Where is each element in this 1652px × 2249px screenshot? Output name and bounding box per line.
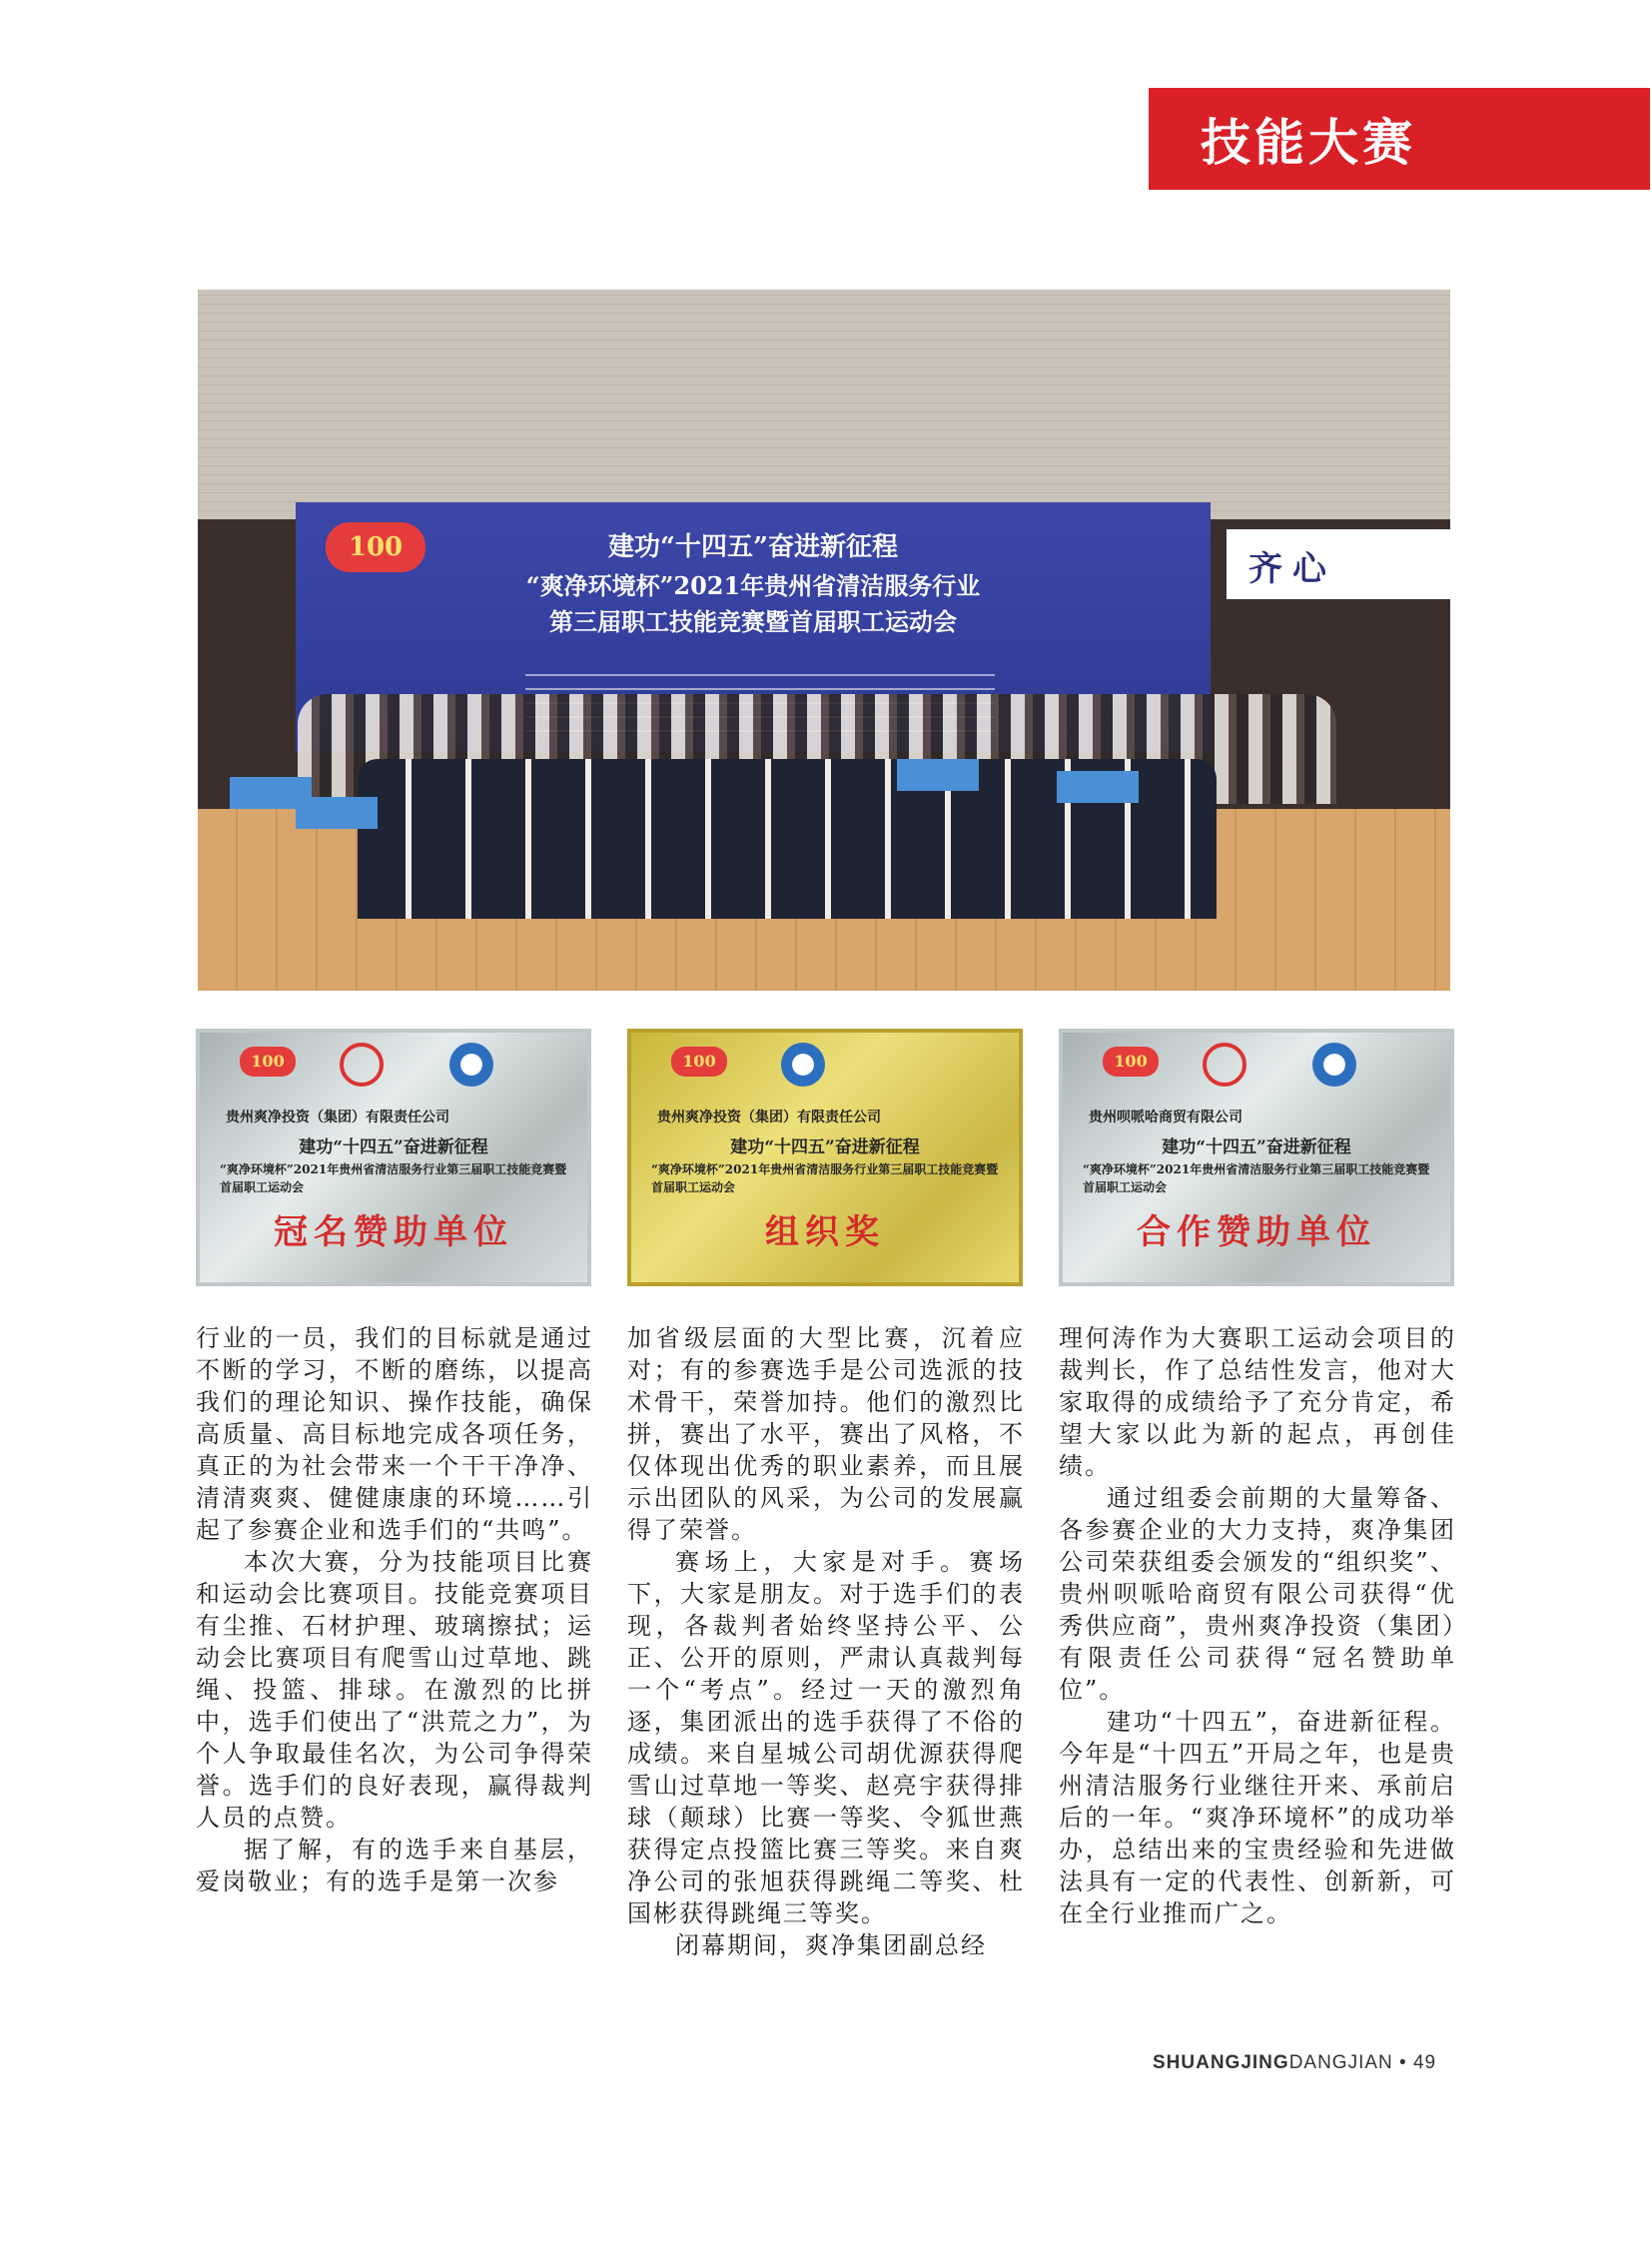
union-emblem-icon	[1203, 1043, 1246, 1087]
plaque-award: 冠名赞助单位	[274, 1212, 513, 1252]
side-banner-text: 齐心	[1248, 549, 1336, 589]
plaque-description: “爽净环境杯”2021年贵州省清洁服务行业第三届职工技能竞赛暨首届职工运动会	[1083, 1162, 1430, 1194]
article-column-2	[627, 1322, 1025, 1961]
plaque-organization-award	[627, 1029, 1023, 1286]
paragraph: 赛场上，大家是对手。赛场下，大家是朋友。对于选手们的表现，各裁判者始终坚持公平、公正、公开的原则，严肃认真裁判每一个“考点”。经过一天的激烈角逐，集团派出的选手获得了不俗的成绩。来自星城公司胡优源获得爬雪山过草地一等奖、赵亮宇获得排球（颠球）比赛一等奖、令狐世燕获得定点投篮比赛三等奖。来自爽净公司的张旭获得跳绳二等奖、杜国彬获得跳绳三等奖。	[627, 1548, 1025, 1927]
paragraph: 本次大赛，分为技能项目比赛和运动会比赛项目。技能竞赛项目有尘推、石材护理、玻璃擦拭；运动会比赛项目有爬雪山过草地、跳绳、投篮、排球。在激烈的比拼中，选手们使出了“洪荒之力”，为个人争取最佳名次，为公司争得荣誉。选手们的良好表现，赢得裁判人员的点赞。	[196, 1548, 593, 1832]
paragraph: 据了解，有的选手来自基层，爱岗敬业；有的选手是第一次参	[196, 1836, 593, 1895]
plaque-company: 贵州爽净投资（集团）有限责任公司	[657, 1110, 881, 1125]
paragraph: 建功“十四五”，奋进新征程。今年是“十四五”开局之年，也是贵州清洁服务行业继往开来、承前启后的一年。“爽净环境杯”的成功举办，总结出来的宝贵经验和先进做法具有一定的代表性、创新新，可在全行业推而广之。	[1059, 1708, 1456, 1927]
plaque-emblems	[671, 1043, 971, 1093]
banner-line-3: 第三届职工技能竞赛暨首届职工运动会	[549, 607, 957, 636]
plaque-cooperation-sponsor	[1059, 1029, 1454, 1286]
association-emblem-icon	[449, 1043, 493, 1087]
paragraph: 理何涛作为大赛职工运动会项目的裁判长，作了总结性发言，他对大家取得的成绩给予了充分肯定，希望大家以此为新的起点，再创佳绩。	[1059, 1324, 1456, 1480]
centenary-emblem-icon: 100	[671, 1047, 727, 1077]
paragraph: 闭幕期间，爽净集团副总经	[675, 1931, 987, 1959]
plaque-description: “爽净环境杯”2021年贵州省清洁服务行业第三届职工技能竞赛暨首届职工运动会	[220, 1162, 567, 1194]
centenary-emblem-icon: 100	[240, 1047, 296, 1077]
plaque-slogan: 建功“十四五”奋进新征程	[1162, 1137, 1351, 1157]
plaque-award: 组织奖	[765, 1212, 885, 1252]
plaque-slogan: 建功“十四五”奋进新征程	[730, 1137, 920, 1157]
centenary-emblem-icon: 100	[1103, 1047, 1159, 1077]
plaque-company: 贵州呗哌哈商贸有限公司	[1089, 1110, 1242, 1125]
photo-wall	[198, 290, 1450, 519]
footer-brand-bold: SHUANGJING	[1153, 2052, 1289, 2073]
plaque-emblems	[1103, 1043, 1402, 1093]
section-tag-label: 技能大赛	[1201, 113, 1416, 172]
plaque-description: “爽净环境杯”2021年贵州省清洁服务行业第三届职工技能竞赛暨首届职工运动会	[651, 1162, 999, 1194]
team-sign	[897, 759, 979, 791]
article-column-3	[1059, 1322, 1456, 1929]
association-emblem-icon	[1312, 1043, 1356, 1087]
article-column-1	[196, 1322, 593, 1897]
paragraph: 行业的一员，我们的目标就是通过不断的学习，不断的磨练，以提高我们的理论知识、操作技能，确保高质量、高目标地完成各项任务，真正的为社会带来一个干干净净、清清爽爽、健健康康的环境……引起了参赛企业和选手们的“共鸣”。	[196, 1324, 593, 1544]
banner-line-2: “爽净环境杯”2021年贵州省清洁服务行业	[525, 571, 981, 600]
section-tag	[1149, 88, 1650, 190]
plaque-slogan: 建功“十四五”奋进新征程	[299, 1137, 488, 1157]
union-emblem-icon	[340, 1043, 384, 1087]
footer-brand-light: DANGJIAN	[1288, 2052, 1393, 2073]
page-footer	[1153, 2052, 1436, 2074]
banner-line-1: 建功“十四五”奋进新征程	[608, 532, 898, 562]
team-sign	[1057, 771, 1139, 803]
association-emblem-icon	[781, 1043, 825, 1087]
plaque-award: 合作赞助单位	[1137, 1212, 1376, 1252]
side-banner	[1227, 529, 1450, 599]
page-number: 49	[1412, 2052, 1437, 2073]
centenary-logo: 100	[326, 522, 425, 572]
footer-separator: •	[1399, 2052, 1407, 2073]
team-sign	[296, 797, 378, 829]
group-photo	[198, 290, 1450, 991]
paragraph: 通过组委会前期的大量筹备、各参赛企业的大力支持，爽净集团公司荣获组委会颁发的“组织奖”、贵州呗哌哈商贸有限公司获得“优秀供应商”，贵州爽净投资（集团）有限责任公司获得“冠名赞助单位”。	[1059, 1484, 1456, 1704]
paragraph: 加省级层面的大型比赛，沉着应对；有的参赛选手是公司选派的技术骨干，荣誉加持。他们的激烈比拼，赛出了水平，赛出了风格，不仅体现出优秀的职业素养，而且展示出团队的风采，为公司的发展赢得了荣誉。	[627, 1324, 1025, 1544]
plaque-emblems	[240, 1043, 539, 1093]
plaque-title-sponsor	[196, 1029, 591, 1286]
plaque-company: 贵州爽净投资（集团）有限责任公司	[226, 1110, 449, 1125]
